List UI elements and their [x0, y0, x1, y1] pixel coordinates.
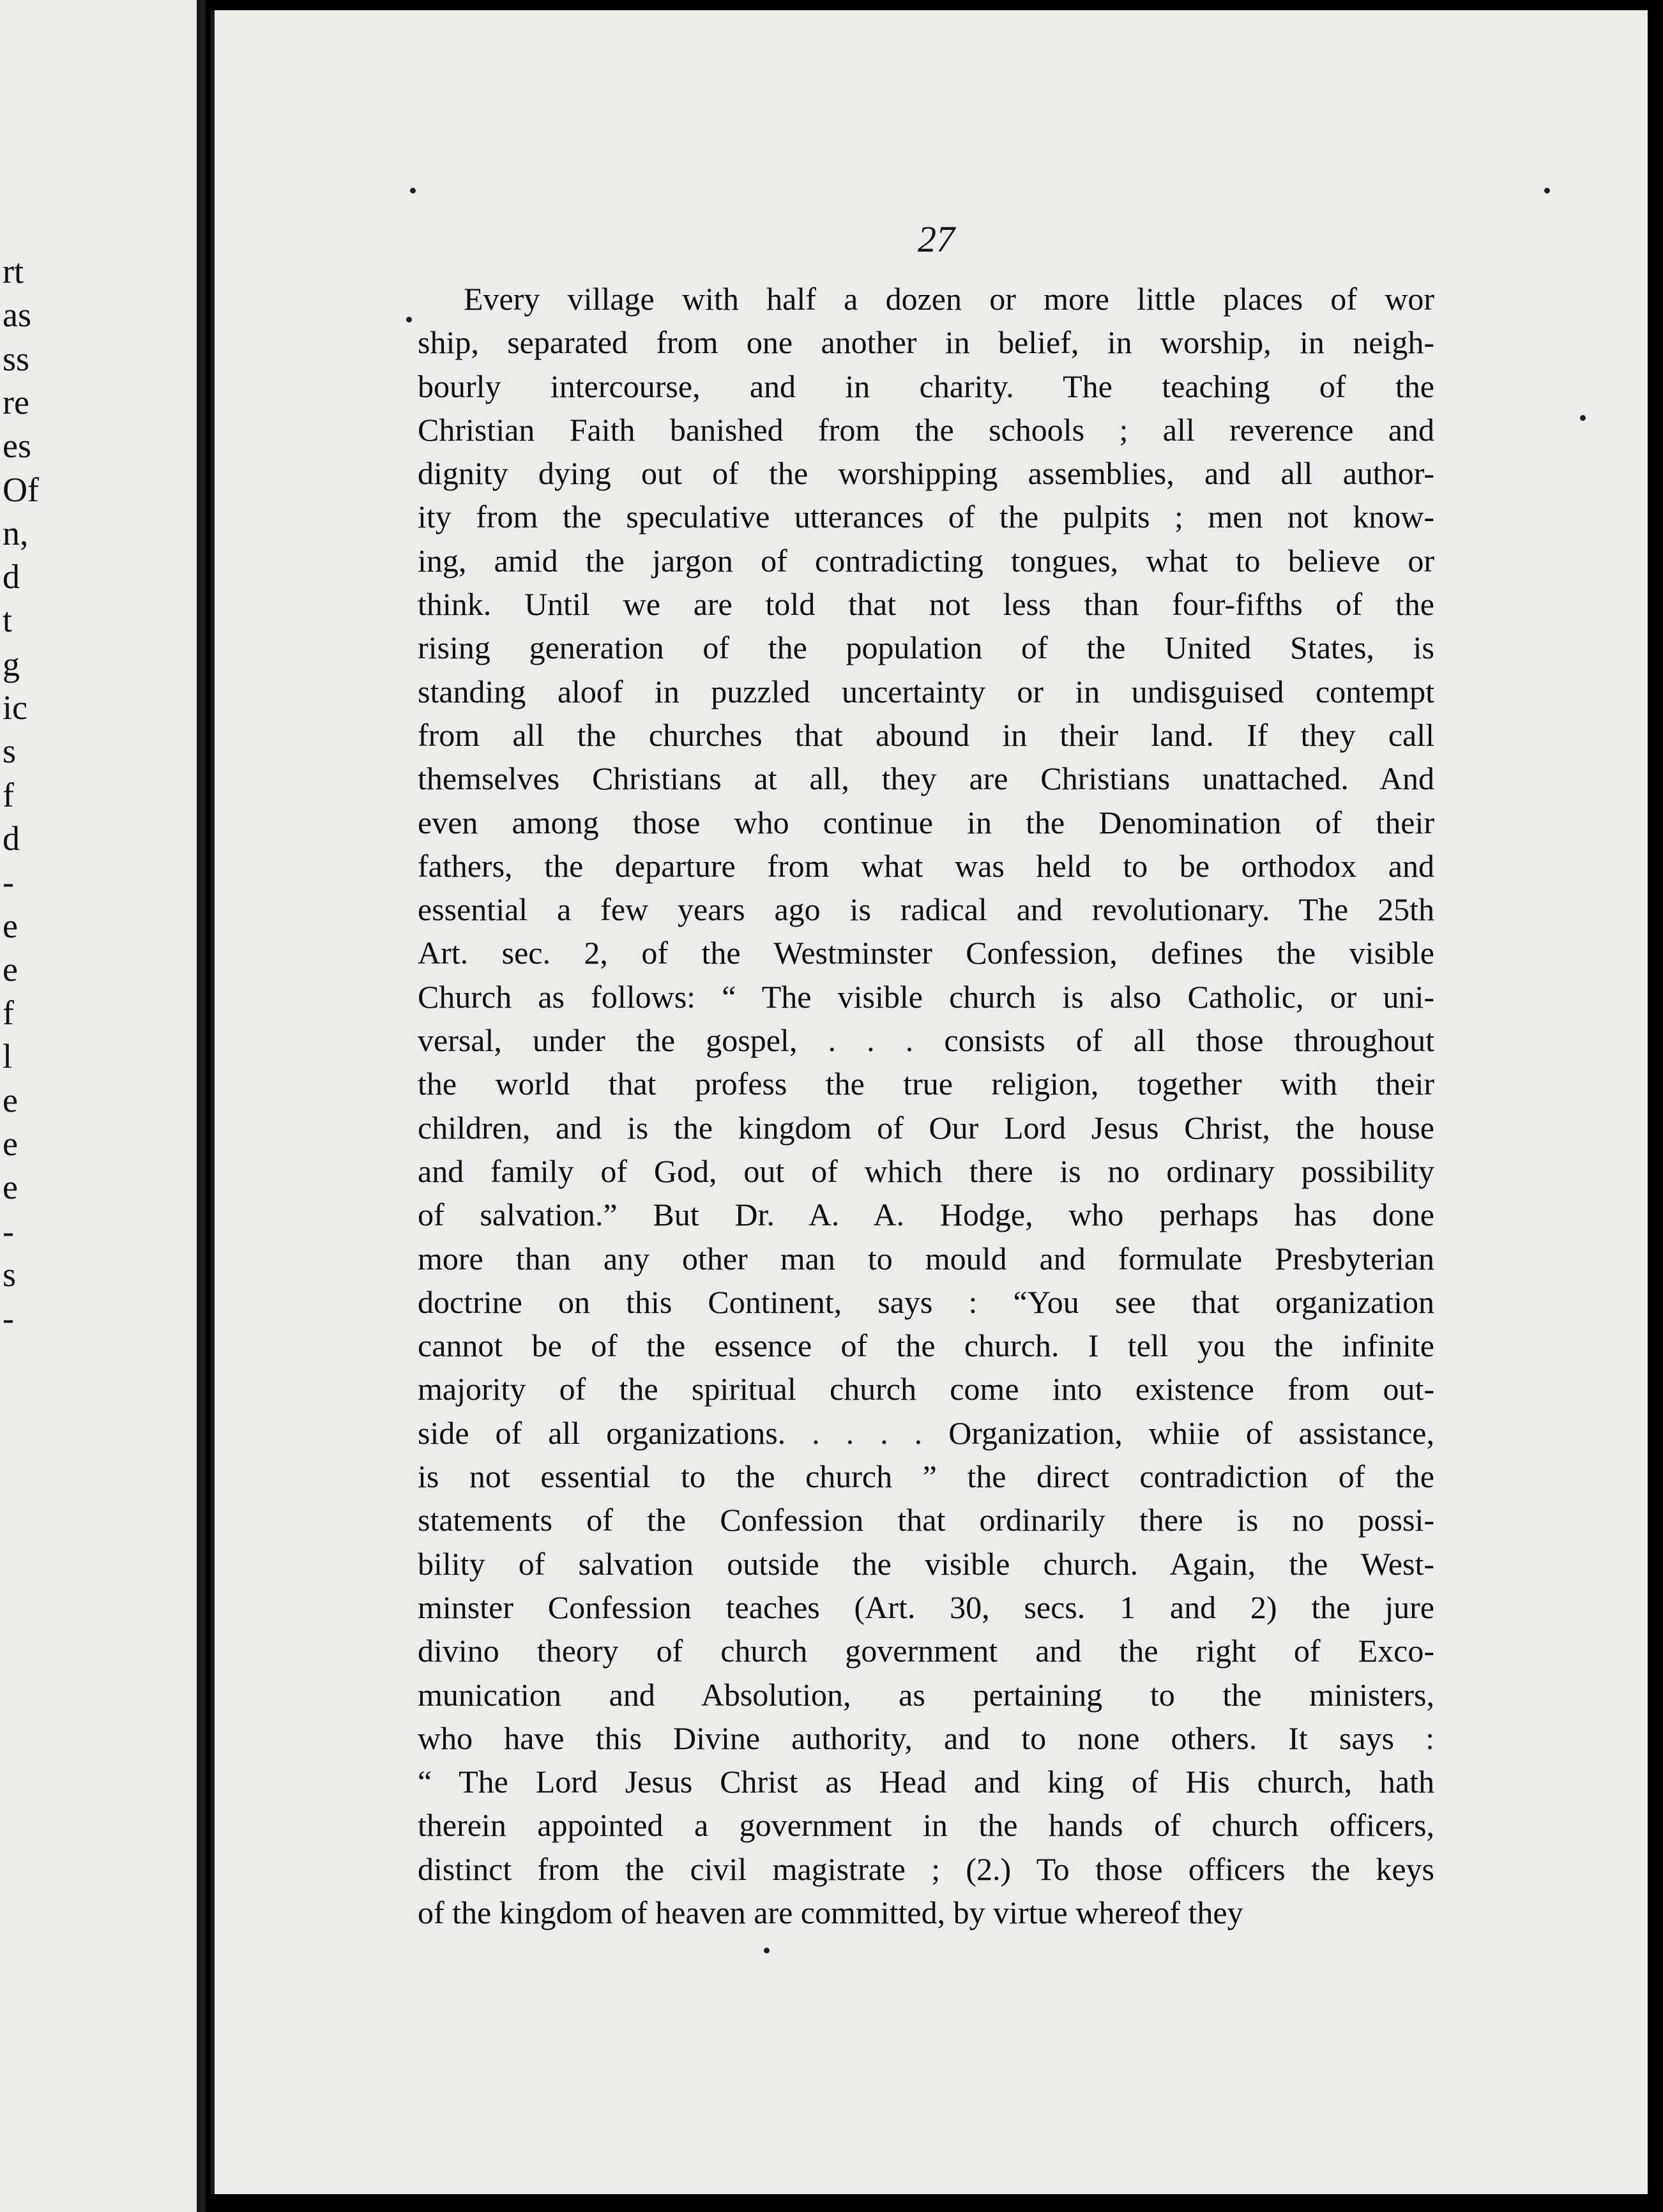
text-line-content: themselves Christians at all, they are Christians unattached. And: [418, 761, 1434, 797]
text-line: [418, 1803, 1434, 1847]
left-page-fragment: ss: [3, 339, 30, 378]
text-line: [418, 408, 1434, 451]
text-line: [418, 1498, 1434, 1542]
text-line-content: from all the churches that abound in their land. If they call: [418, 716, 1434, 753]
text-line-content: bility of salvation outside the visible church. Again, the West-: [418, 1545, 1434, 1582]
print-speck: [1580, 415, 1586, 421]
text-line: [418, 1280, 1434, 1324]
text-line: [418, 1760, 1434, 1803]
text-line: [418, 539, 1434, 582]
text-line-content: bourly intercourse, and in charity. The teaching of the: [418, 368, 1434, 404]
left-page-fragment: t: [3, 601, 13, 640]
text-line-content: doctrine on this Continent, says : “You see that organization: [418, 1284, 1434, 1320]
left-page-fragment: f: [3, 775, 14, 814]
text-line: [418, 1237, 1434, 1280]
left-page-fragment: g: [3, 644, 20, 683]
text-line-content: Christian Faith banished from the schools ; all reverence and: [418, 411, 1434, 448]
text-line-content: the world that profess the true religion, together with their: [418, 1066, 1434, 1102]
text-line: [418, 1891, 1434, 1934]
print-speck: [406, 317, 412, 322]
text-line-content: fathers, the departure from what was held to be orthodox and: [418, 847, 1434, 884]
left-page-fragment: Of: [3, 470, 39, 509]
text-line: [418, 1062, 1434, 1105]
text-line: [418, 931, 1434, 974]
text-line: [418, 1455, 1434, 1498]
text-line-content: Church as follows: “ The visible church is also Catholic, or uni-: [418, 978, 1434, 1015]
text-line-content: more than any other man to mould and formulate Presbyterian: [418, 1240, 1434, 1276]
left-page-fragment: as: [3, 296, 31, 335]
text-line-content: munication and Absolution, as pertaining to the ministers,: [418, 1676, 1434, 1713]
text-line: [418, 801, 1434, 844]
text-line: [418, 844, 1434, 888]
text-line-content: Every village with half a dozen or more little places of wor: [464, 281, 1434, 317]
text-line: [418, 975, 1434, 1019]
text-line: [418, 495, 1434, 538]
left-page-fragment: d: [3, 557, 20, 596]
left-page-fragment: e: [3, 1080, 18, 1119]
text-line-content: ing, amid the jargon of contradicting tongues, what to believe or: [418, 542, 1434, 579]
book-page: [211, 10, 1648, 2194]
text-line-content: and family of God, out of which there is no ordinary possibility: [418, 1153, 1434, 1189]
left-page-fragment: s: [3, 732, 17, 771]
text-line-content: dignity dying out of the worshipping assemblies, and all author-: [418, 455, 1434, 492]
text-line-content: ship, separated from one another in belief, in worship, in neigh-: [418, 324, 1434, 361]
left-page-fragment: e: [3, 1125, 18, 1163]
text-line: [418, 1673, 1434, 1716]
text-line: [418, 1542, 1434, 1586]
text-line: [418, 1019, 1434, 1062]
text-line: [418, 1586, 1434, 1629]
text-line: [418, 888, 1434, 931]
body-text: [418, 277, 1434, 1934]
text-line: [418, 1149, 1434, 1193]
text-line-content: essential a few years ago is radical and revolutionary. The 25th: [418, 891, 1434, 928]
text-line-content: think. Until we are told that not less than four-fifths of the: [418, 586, 1434, 623]
text-line-content: of salvation.” But Dr. A. A. Hodge, who perhaps has done: [418, 1197, 1434, 1233]
text-line-content: who have this Divine authority, and to none others. It says :: [418, 1720, 1434, 1756]
left-page-fragment: f: [3, 994, 14, 1033]
left-page-fragment: n,: [3, 513, 29, 552]
page-gutter: [197, 0, 206, 2212]
print-speck: [1544, 188, 1550, 193]
left-page-fragment: rt: [3, 252, 24, 291]
text-line-content: minster Confession teaches (Art. 30, secs. 1 and 2) the jure: [418, 1589, 1434, 1625]
left-page-fragment: ic: [3, 688, 27, 727]
text-line-content: therein appointed a government in the hands of church officers,: [418, 1807, 1434, 1844]
print-speck: [764, 1948, 770, 1953]
text-line-content: distinct from the civil magistrate ; (2.) To those officers the keys: [418, 1851, 1434, 1887]
text-line-content: rising generation of the population of the United States, is: [418, 630, 1434, 666]
text-line-content: Art. sec. 2, of the Westminster Confession, defines the visible: [418, 935, 1434, 971]
text-line: [418, 757, 1434, 800]
text-line: [418, 1193, 1434, 1236]
text-line-content: statements of the Confession that ordinarily there is no possi-: [418, 1502, 1434, 1538]
left-page-fragment: es: [3, 427, 31, 466]
text-line-content: children, and is the kingdom of Our Lord Jesus Christ, the house: [418, 1109, 1434, 1146]
text-line-content: of the kingdom of heaven are committed, by virtue whereof they: [418, 1894, 1243, 1930]
left-page-fragment: e: [3, 1168, 18, 1207]
left-page-fragment: l: [3, 1037, 13, 1076]
text-line-content: standing aloof in puzzled uncertainty or in undisguised contempt: [418, 673, 1434, 709]
text-line: [418, 277, 1434, 321]
left-page-fragment: -: [3, 1211, 14, 1250]
text-line: [418, 1847, 1434, 1891]
text-line: [418, 321, 1434, 364]
left-page-edge: [0, 0, 206, 2212]
text-line: [418, 1629, 1434, 1672]
left-page-fragment: -: [3, 863, 14, 902]
left-page-fragment: e: [3, 906, 18, 945]
text-line-content: ity from the speculative utterances of the pulpits ; men not know-: [418, 499, 1434, 535]
text-line: [418, 365, 1434, 408]
text-line: [418, 451, 1434, 495]
text-line: [418, 1324, 1434, 1367]
left-page-fragment: re: [3, 383, 29, 421]
print-speck: [410, 188, 416, 193]
left-page-fragment: d: [3, 819, 20, 858]
text-line: [418, 626, 1434, 669]
text-line: [418, 713, 1434, 757]
text-line: [418, 1411, 1434, 1455]
text-line-content: side of all organizations. . . . . Organization, whiie of assistance,: [418, 1414, 1434, 1451]
text-line: [418, 670, 1434, 713]
text-line: [418, 582, 1434, 626]
text-line-content: is not essential to the church ” the direct contradiction of the: [418, 1458, 1434, 1495]
left-page-fragment: s: [3, 1255, 17, 1294]
text-line-content: cannot be of the essence of the church. I tell you the infinite: [418, 1328, 1434, 1364]
text-line-content: versal, under the gospel, . . . consists of all those throughout: [418, 1022, 1434, 1059]
page-number: 27: [918, 218, 955, 260]
text-line: [418, 1106, 1434, 1149]
text-line-content: majority of the spiritual church come into existence from out-: [418, 1371, 1434, 1407]
left-page-fragment: -: [3, 1299, 14, 1338]
left-page-fragment: e: [3, 950, 18, 989]
text-line-content: even among those who continue in the Denomination of their: [418, 804, 1434, 840]
text-line-content: divino theory of church government and the right of Exco-: [418, 1633, 1434, 1669]
text-line: [418, 1716, 1434, 1760]
text-line: [418, 1367, 1434, 1411]
text-line-content: “ The Lord Jesus Christ as Head and king of His church, hath: [418, 1764, 1434, 1800]
